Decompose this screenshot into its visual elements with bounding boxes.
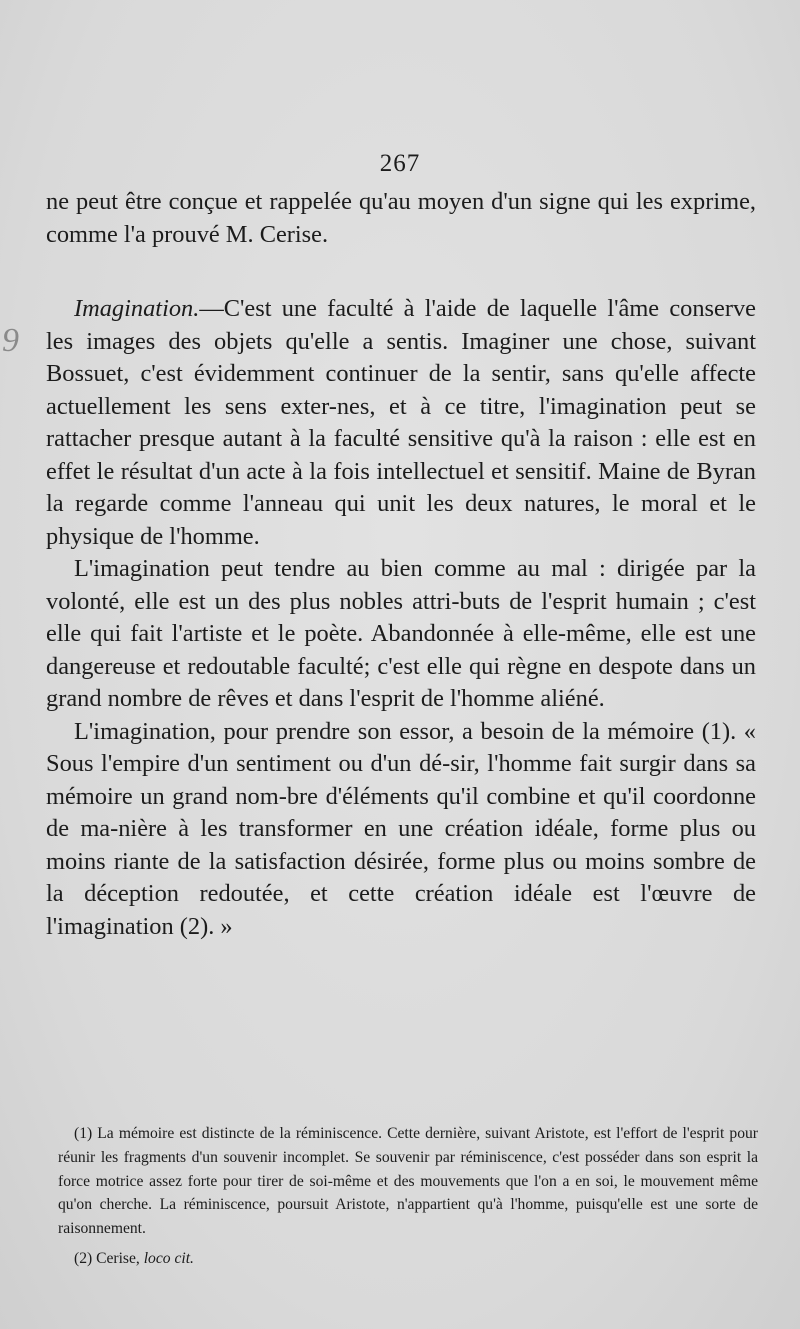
footnotes: [58, 1122, 758, 1271]
footnote-1: (1) La mémoire est distincte de la réminiscence. Cette dernière, suivant Aristote, est l'effort de l'esprit pour réunir les fragments d'un souvenir incomplet. Se souvenir par réminiscence, c'est posséder dans son esprit la force motrice assez forte pour tirer de soi-même et des mouvements que l'on a en soi, le mouvement même qu'on cherche. La réminiscence, poursuit Aristote, n'appartient qu'à l'homme, puisqu'elle est une sorte de raisonnement.: [58, 1125, 758, 1238]
footnote-2-text: (2) Cerise,: [74, 1249, 144, 1267]
footnote-2-citation: loco cit.: [143, 1249, 194, 1267]
paragraph-continuation: ne peut être conçue et rappelée qu'au moyen d'un signe qui les exprime, comme l'a prouvé M. Cerise.: [46, 188, 756, 248]
paragraph-imagination-definition: [46, 293, 756, 553]
page-number: 267: [379, 150, 421, 177]
paragraph-text: —C'est une faculté à l'aide de laquelle l'âme conserve les images des objets qu'elle a sentis. Imaginer une chose, suivant Bossuet, c'est évidemment continuer de la sentir, sans qu'elle affecte actuellement les sens exter-nes, et à ce titre, l'imagination peut se rattacher presque autant à la faculté sensitive qu'à la raison : elle est en effet le résultat d'un acte à la fois intellectuel et sensitif. Maine de Byran la regarde comme l'anneau qui unit les deux natures, le moral et le physique de l'homme.: [46, 295, 756, 550]
footnote-2: [58, 1247, 758, 1271]
section-heading-imagination: Imagination.: [74, 295, 200, 322]
paragraph-imagination-good-evil: L'imagination peut tendre au bien comme au mal : dirigée par la volonté, elle est un des plus nobles attri-buts de l'esprit humain ; c'est elle qui fait l'artiste et le poète. Abandonnée à elle-même, elle est une dangereuse et redoutable faculté; c'est elle qui règne en despote dans un grand nombre de rêves et dans l'esprit de l'homme aliéné.: [46, 555, 756, 712]
main-text: [46, 186, 756, 943]
paragraph-imagination-memory: L'imagination, pour prendre son essor, a besoin de la mémoire (1). « Sous l'empire d'un sentiment ou d'un dé-sir, l'homme fait surgir dans sa mémoire un grand nom-bre d'éléments qu'il combine et qu'il coordonne de ma-nière à les transformer en une création idéale, forme plus ou moins riante de la satisfaction désirée, forme plus ou moins sombre de la déception redoutée, et cette création idéale est l'œuvre de l'imagination (2). »: [46, 717, 756, 940]
margin-pencil-mark: 9: [2, 322, 19, 359]
